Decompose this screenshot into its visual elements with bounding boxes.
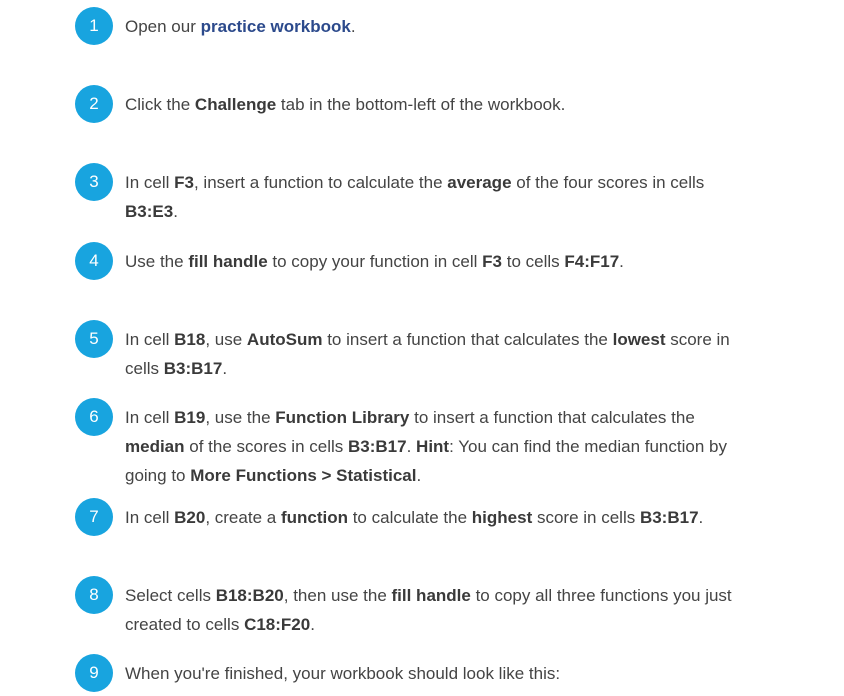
step-bold-term: AutoSum xyxy=(246,330,323,349)
step-text-segment: Click the xyxy=(125,95,195,114)
step-bold-term: fill handle xyxy=(188,252,268,271)
step-bold-term: F3 xyxy=(174,173,194,192)
step-bold-term: highest xyxy=(471,508,533,527)
step-text-segment: In cell xyxy=(125,330,175,349)
step-text xyxy=(125,12,755,41)
step-text-segment: , use xyxy=(205,330,247,349)
step-bold-term: B3:E3 xyxy=(125,202,174,221)
step-bold-term: More Functions > Statistical xyxy=(190,466,417,485)
step-text-segment: . xyxy=(173,202,178,221)
step-number-badge: 1 xyxy=(75,7,113,45)
step-text-segment: In cell xyxy=(125,173,175,192)
step-text-segment: . xyxy=(406,437,417,456)
step-number-badge: 3 xyxy=(75,163,113,201)
step-bold-term: average xyxy=(447,173,512,192)
step-bold-term: B20 xyxy=(174,508,206,527)
step-bold-term: F4:F17 xyxy=(564,252,620,271)
step-text-segment: Use the xyxy=(125,252,189,271)
step-text-segment: In cell xyxy=(125,408,175,427)
step-text xyxy=(125,659,755,688)
step-text-segment: to copy all three functions you just created to cells xyxy=(125,586,732,634)
step-text-segment: Open our xyxy=(125,17,201,36)
practice-workbook-link[interactable]: practice workbook xyxy=(200,17,351,36)
step-text xyxy=(125,168,755,226)
step-text xyxy=(125,247,755,276)
step-text-segment: of the four scores in cells xyxy=(511,173,705,192)
step-bold-term: function xyxy=(280,508,348,527)
step-bold-term: B3:B17 xyxy=(639,508,699,527)
step-number-badge: 5 xyxy=(75,320,113,358)
step-text-segment: . xyxy=(619,252,624,271)
step-text-segment: When you're finished, your workbook should look like this: xyxy=(125,664,561,683)
step-bold-term: median xyxy=(125,437,185,456)
step-text-segment: tab in the bottom-left of the workbook. xyxy=(276,95,566,114)
step-text xyxy=(125,325,755,383)
step-text-segment: . xyxy=(222,359,228,378)
step-text-segment: to insert a function that calculates the xyxy=(322,330,613,349)
step-bold-term: Function Library xyxy=(275,408,410,427)
step-bold-term: Challenge xyxy=(194,95,277,114)
step-text-segment: of the scores in cells xyxy=(184,437,348,456)
step-number-badge: 9 xyxy=(75,654,113,692)
step-text xyxy=(125,90,755,119)
step-number-badge: 7 xyxy=(75,498,113,536)
step-bold-term: B3:B17 xyxy=(348,437,407,456)
step-bold-term: B19 xyxy=(174,408,206,427)
step-text-segment: . xyxy=(310,615,315,634)
step-text-segment: to calculate the xyxy=(347,508,472,527)
step-number-badge: 2 xyxy=(75,85,113,123)
step-text-segment: , use the xyxy=(205,408,276,427)
step-text-segment: to cells xyxy=(502,252,565,271)
step-text-segment: score in cells xyxy=(125,330,730,378)
step-text-segment: to insert a function that calculates the xyxy=(409,408,695,427)
step-text-segment: : You can find the median function by going to xyxy=(125,437,727,485)
step-bold-term: B3:B17 xyxy=(163,359,223,378)
step-bold-term: lowest xyxy=(612,330,666,349)
step-text-segment: Select cells xyxy=(125,586,216,605)
step-bold-term: F3 xyxy=(482,252,503,271)
step-text xyxy=(125,403,755,490)
step-bold-term: Hint xyxy=(416,437,450,456)
step-text-segment: . xyxy=(350,17,356,36)
step-bold-term: fill handle xyxy=(391,586,471,605)
step-text-segment: to copy your function in cell xyxy=(267,252,483,271)
step-text xyxy=(125,503,755,532)
step-number-badge: 4 xyxy=(75,242,113,280)
step-bold-term: B18:B20 xyxy=(215,586,284,605)
step-number-badge: 8 xyxy=(75,576,113,614)
step-text-segment: score in cells xyxy=(532,508,640,527)
step-text-segment: , create a xyxy=(205,508,281,527)
step-text-segment: . xyxy=(416,466,422,485)
step-text-segment: , insert a function to calculate the xyxy=(193,173,448,192)
step-text-segment: , then use the xyxy=(283,586,392,605)
step-text-segment: In cell xyxy=(125,508,175,527)
step-bold-term: C18:F20 xyxy=(244,615,311,634)
step-text-segment: . xyxy=(698,508,704,527)
step-bold-term: B18 xyxy=(174,330,206,349)
step-number-badge: 6 xyxy=(75,398,113,436)
step-text xyxy=(125,581,755,639)
